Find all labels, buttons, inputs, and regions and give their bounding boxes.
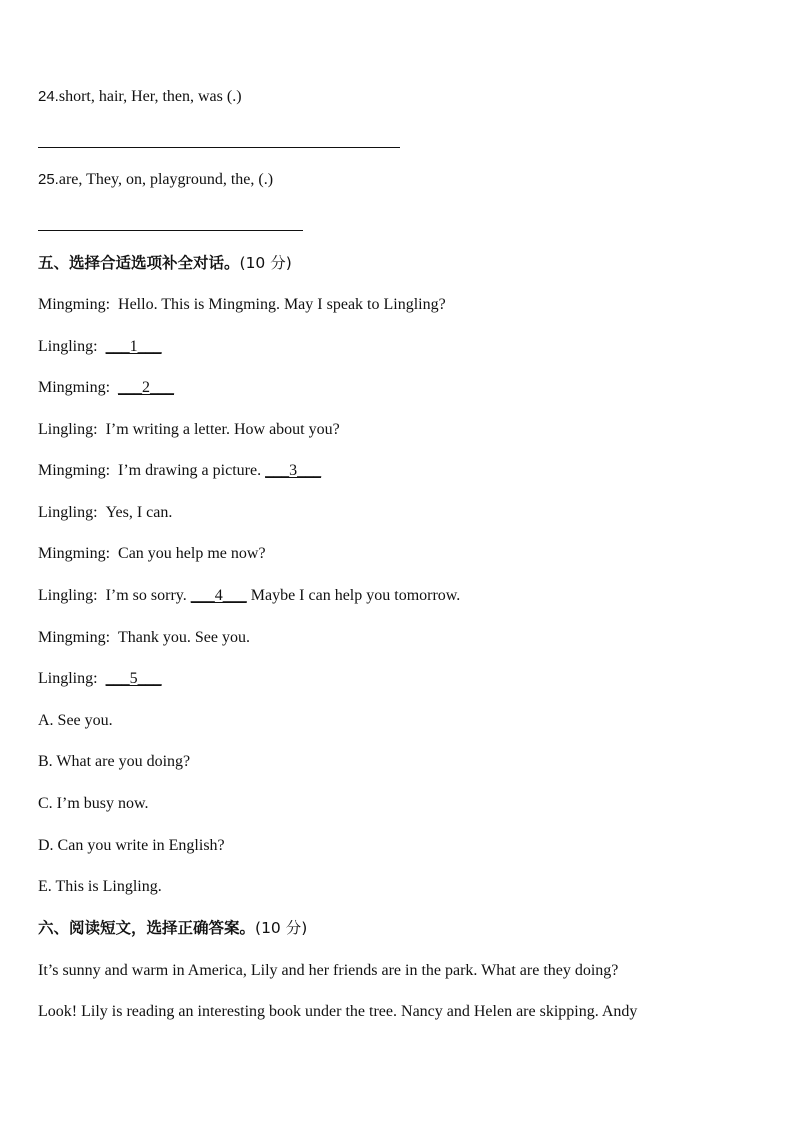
question-25-text: are, They, on, playground, the, (.) <box>58 171 274 188</box>
section-6-score: (10 分) <box>255 919 308 937</box>
dialogue-line <box>38 628 250 648</box>
section-6-heading <box>38 918 307 938</box>
dialogue-line <box>38 669 162 689</box>
passage-line-2: Look! Lily is reading an interesting book under the tree. Nancy and Helen are skipping. Andy <box>38 1003 638 1020</box>
option-a: A. See you. <box>38 712 113 729</box>
dialogue-speaker: Mingming: <box>38 379 111 396</box>
dialogue-line <box>38 544 266 564</box>
dialogue-line <box>38 378 174 398</box>
dialogue-speaker: Lingling: <box>38 421 98 438</box>
dialogue-text: Yes, I can. <box>105 504 173 521</box>
dialogue-speaker: Mingming: <box>38 296 111 313</box>
dialogue-line <box>38 295 446 315</box>
option-c: C. I’m busy now. <box>38 795 149 812</box>
option-d: D. Can you write in English? <box>38 837 225 854</box>
dialogue-text: I’m writing a letter. How about you? <box>105 421 340 438</box>
dialogue-blank-4: ___4___ <box>190 587 247 604</box>
section-5-score: (10 分) <box>239 254 292 272</box>
dialogue-speaker: Lingling: <box>38 670 98 687</box>
dialogue-speaker: Mingming: <box>38 462 111 479</box>
dialogue-blank-1: ___1___ <box>105 338 162 355</box>
dialogue-speaker: Lingling: <box>38 587 98 604</box>
dialogue-line <box>38 337 162 357</box>
question-24 <box>38 87 242 107</box>
dialogue-blank-3: ___3___ <box>265 462 322 479</box>
section-5-heading <box>38 253 292 273</box>
dialogue-text: Hello. This is Mingming. May I speak to Lingling? <box>118 296 446 313</box>
section-6-title: 六、阅读短文，选择正确答案。 <box>38 919 256 937</box>
option-e: E. This is Lingling. <box>38 878 162 895</box>
dialogue-line <box>38 503 172 523</box>
dialogue-speaker: Lingling: <box>38 504 98 521</box>
dialogue-text: Can you help me now? <box>118 545 266 562</box>
dialogue-text: Maybe I can help you tomorrow. <box>246 587 461 604</box>
dialogue-line <box>38 461 321 481</box>
dialogue-line <box>38 420 340 440</box>
answer-line-25 <box>38 230 303 231</box>
answer-line-24 <box>38 147 400 148</box>
question-25 <box>38 170 273 190</box>
dialogue-speaker: Lingling: <box>38 338 98 355</box>
question-24-text: short, hair, Her, then, was (.) <box>58 88 242 105</box>
question-25-number: 25. <box>38 171 59 188</box>
dialogue-text: Thank you. See you. <box>118 629 250 646</box>
dialogue-blank-5: ___5___ <box>105 670 162 687</box>
dialogue-speaker: Mingming: <box>38 545 111 562</box>
dialogue-blank-2: ___2___ <box>118 379 175 396</box>
section-5-title: 五、选择合适选项补全对话。 <box>38 254 240 272</box>
option-b: B. What are you doing? <box>38 753 191 770</box>
dialogue-speaker: Mingming: <box>38 629 111 646</box>
question-24-number: 24. <box>38 88 59 105</box>
passage-line-1: It’s sunny and warm in America, Lily and her friends are in the park. What are they doing? <box>38 962 619 979</box>
dialogue-text: I’m so sorry. <box>105 587 191 604</box>
dialogue-text: I’m drawing a picture. <box>118 462 266 479</box>
dialogue-line <box>38 586 460 606</box>
